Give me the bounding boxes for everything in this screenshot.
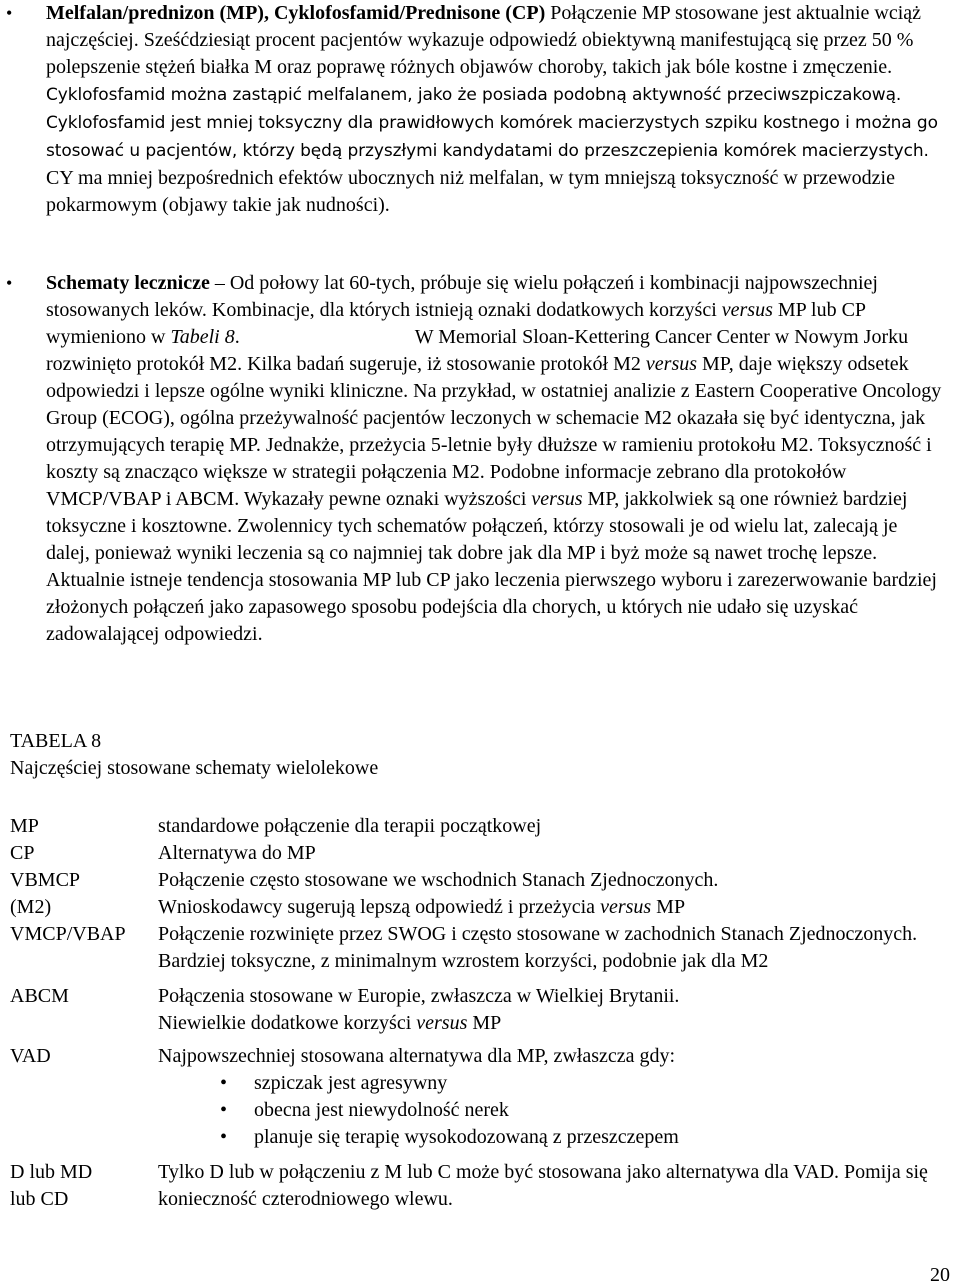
table-heading: TABELA 8 [10,730,102,752]
versus-italic: versus [531,488,583,510]
bullet-marker: • [6,3,13,23]
table-row-spacer [10,975,945,983]
regimen-description-line [158,1010,945,1037]
regimen-code-line: lub CD [10,1188,69,1210]
regimen-code [10,1159,158,1213]
regimen-description-line: Najpowszechniej stosowana alternatywa dla MP, zwłaszcza gdy: [158,1045,676,1067]
table-row [10,867,945,894]
table-row-spacer [10,1151,945,1159]
paragraph-1-text [46,0,946,219]
regimen-description-line: Połączenia stosowane w Europie, zwłaszcza w Wielkiej Brytanii. [158,985,680,1007]
bullet-paragraph-2 [6,270,946,648]
regimen-code: ABCM [10,985,69,1007]
paragraph-1-bold: Melfalan/prednizon (MP), Cyklofosfamid/Prednisone (CP) [46,2,546,24]
regimen-description-a: Wnioskodawcy sugerują lepszą odpowiedź i przeżycia [158,896,601,918]
regimen-code: MP [10,815,39,837]
paragraph-2-text-a: – Od połowy lat 60-tych, próbuje się wielu połączeń i kombinacji najpowszechniej stosowanych leków. Kombinacje, dla których istnieją oznaki dodatkowych korzyści [46,272,878,321]
table-row [10,894,945,921]
regimen-description: Połączenie często stosowane we wschodnich Stanach Zjednoczonych. [158,869,719,891]
table-row [10,813,945,840]
versus-italic: versus [600,896,652,918]
versus-italic: versus [721,299,773,321]
list-item: • obecna jest niewydolność nerek [254,1097,945,1124]
versus-italic: versus [416,1012,468,1034]
regimen-code: VAD [10,1045,51,1067]
vad-indications-list [158,1070,945,1151]
regimen-code: VMCP/VBAP [10,923,126,945]
table-row [10,983,945,1037]
regimen-code: CP [10,842,35,864]
table-row [10,840,945,867]
regimen-description [158,983,945,1037]
regimen-description-a: Niewielkie dodatkowe korzyści [158,1012,417,1034]
versus-italic: versus [645,353,698,375]
regimen-description [158,1043,945,1151]
regimen-description: Alternatywa do MP [158,842,316,864]
regimen-description: Połączenie rozwinięte przez SWOG i często stosowane w zachodnich Stanach Zjednoczonych. Bardziej toksyczne, z minimalnym wzrostem korzyści, podobnie jak dla M2 [158,923,918,972]
paragraph-2-text-d: W Memorial Sloan-Kettering Cancer Center w Nowym Jorku rozwinięto protokół M2. Kilka badań sugeruje, iż stosowanie protokół M2 [46,326,909,375]
bullet-marker: • [6,273,13,293]
table-subheading: Najczęściej stosowane schematy wielolekowe [10,757,379,779]
list-item: • planuje się terapię wysokodozowaną z przeszczepem [254,1124,945,1151]
regimen-description-b: MP [651,896,686,918]
paragraph-2-text-e: MP, daje większy odsetek odpowiedzi i lepsze ogólne wyniki kliniczne. Na przykład, w ostatniej analizie z Eastern Cooperative Oncology Group (ECOG), ogólna przeżywalność pacjentów leczonych w schemacie M2 okazała się być identyczna, jak otrzymujących terapię MP. Jednakże, przeżycia 5-letnie były dłuższe w ramieniu protokołu M2. Toksyczność i koszty są znacząco większe w strategii połączenia M2. Podobne informacje zebrano dla protokołów VMCP/VBAP i ABCM. Wykazały pewne oznaki wyższości [46,353,942,510]
paragraph-1-text-b: CY ma mniej bezpośrednich efektów ubocznych niż melfalan, w tym mniejszą toksyczność w przewodzie pokarmowym (objawy takie jak nudności). [46,167,895,216]
regimen-code: VBMCP [10,869,81,891]
table-row [10,1043,945,1151]
regimen-description: standardowe połączenie dla terapii początkowej [158,815,542,837]
regimen-code-line: D lub MD [10,1161,93,1183]
regimens-table [10,813,945,1213]
regimen-description [158,894,945,921]
table-row [10,921,945,975]
page-number: 20 [930,1264,950,1286]
list-item: • szpiczak jest agresywny [254,1070,945,1097]
paragraph-1-text-a: Połączenie MP stosowane jest aktualnie wciąż najczęściej. Sześćdziesiąt procent pacjentów wykazuje odpowiedź obiektywną manifestującą się przez 50 % polepszenie stężeń białka M oraz poprawę różnych objawów choroby, takich jak bóle kostne i zmęczenie. [46,2,922,78]
paragraph-2-bold: Schematy lecznicze [46,272,210,294]
paragraph-2-text-f: MP, jakkolwiek są one również bardziej toksyczne i kosztowne. Zwolennicy tych schematów połączeń, którzy stosowali je od wielu lat, zalecają je dalej, ponieważ wyniki leczenia są co najmniej tak dobre jak dla MP i byż może są nawet trochę lepsze. Aktualnie istneje tendencja stosowania MP lub CP jako leczenia pierwszego wyboru i zarezerwowanie bardziej złożonych połączeń jako zapasowego sposobu podejścia dla chorych, u których nie udało się uzyskać zadowalającej odpowiedzi. [46,488,937,645]
paragraph-2-text [46,270,946,648]
paragraph-1-text-sans-b: Cyklofosfamid jest mniej toksyczny dla prawidłowych komórek macierzystych szpiku kostnego i można go stosować u pacjentów, którzy będą przyszłymi kandydatami do przeszczepienia komórek macierzystych. [46,113,938,161]
regimen-code: (M2) [10,896,52,918]
tabela-reference: Tabeli 8 [170,326,235,348]
regimen-description: Tylko D lub w połączeniu z M lub C może być stosowana jako alternatywa dla VAD. Pomija się konieczność czterodniowego wlewu. [158,1161,928,1210]
paragraph-1-text-sans-a: Cyklofosfamid można zastąpić melfalanem, jako że posiada podobną aktywność przeciwszpiczakową. [46,85,902,105]
paragraph-2-text-c: . [234,326,245,348]
table-row [10,1159,945,1213]
paragraph-2-text-b: MP lub CP wymieniono w [46,299,866,348]
regimen-description-b: MP [467,1012,502,1034]
bullet-paragraph-1 [6,0,946,219]
